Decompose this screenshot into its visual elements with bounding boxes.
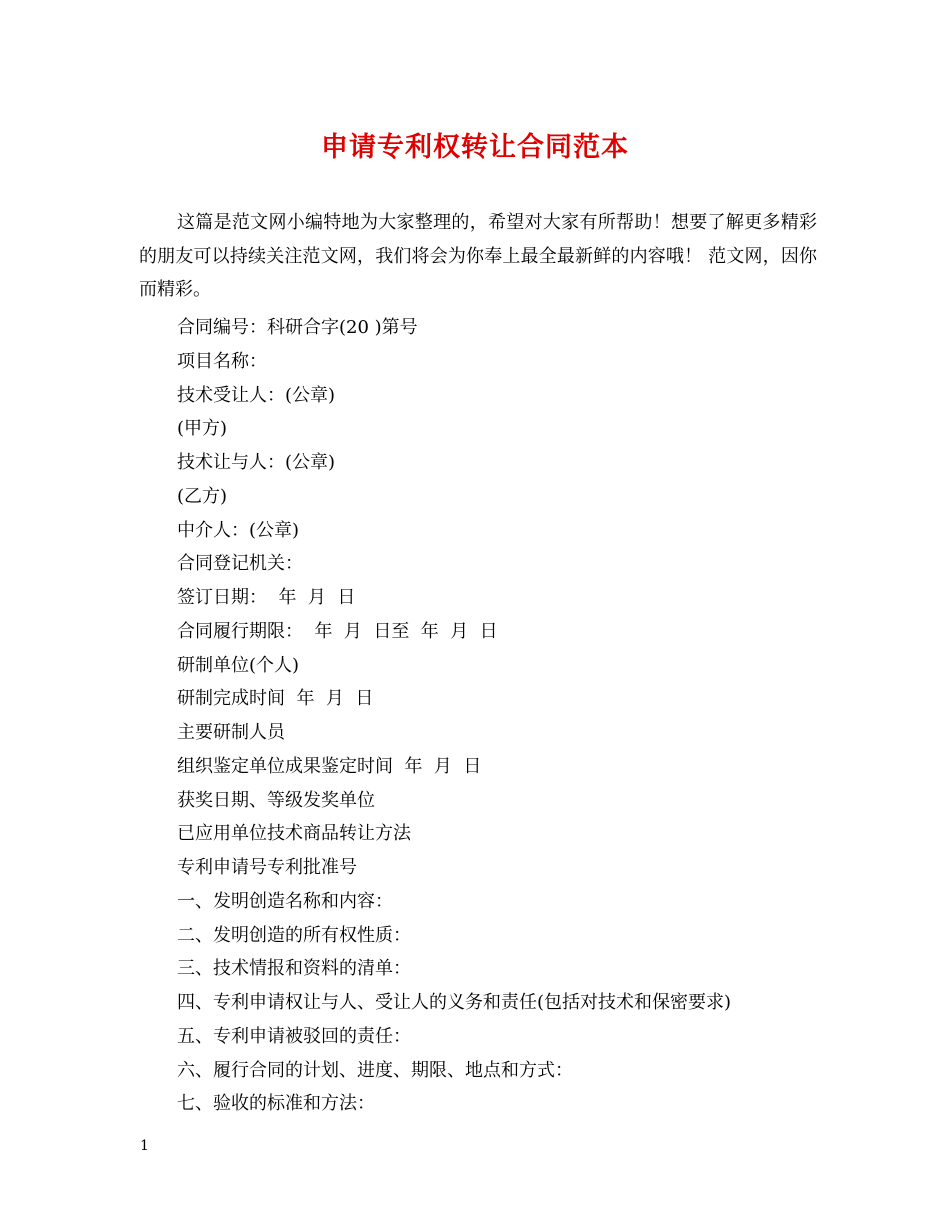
contract-line: 主要研制人员 <box>177 722 285 743</box>
intro-paragraph: 这篇是范文网小编特地为大家整理的，希望对大家有所帮助！想要了解更多精彩的朋友可以持续关注范文网，我们将会为你奉上最全最新鲜的内容哦！ 范文网，因你而精彩。 <box>139 212 817 300</box>
contract-lines <box>177 311 837 1121</box>
contract-line: 技术受让人：(公章) <box>177 384 336 406</box>
contract-line: 专利申请号专利批准号 <box>177 857 357 878</box>
contract-line: 二、发明创造的所有权性质： <box>177 924 411 946</box>
contract-line: 研制单位(个人) <box>177 654 300 676</box>
contract-line: 一、发明创造名称和内容： <box>177 890 393 912</box>
page-number: 1 <box>140 1138 149 1154</box>
contract-line: 合同履行期限： 年 月 日至 年 月 日 <box>177 620 498 642</box>
contract-line: 五、专利申请被驳回的责任： <box>177 1025 411 1047</box>
contract-line: 获奖日期、等级发奖单位 <box>177 789 375 811</box>
contract-line: 四、专利申请权让与人、受让人的义务和责任(包括对技术和保密要求) <box>177 992 732 1013</box>
contract-line: 中介人：(公章) <box>177 519 300 541</box>
contract-line: 签订日期： 年 月 日 <box>177 587 356 608</box>
contract-line: 七、验收的标准和方法： <box>177 1093 375 1115</box>
contract-line: (甲方) <box>177 418 228 440</box>
contract-line: 技术让与人：(公章) <box>177 452 336 473</box>
document-title: 申请专利权转让合同范本 <box>321 132 629 163</box>
contract-line: 组织鉴定单位成果鉴定时间 年 月 日 <box>177 755 482 777</box>
contract-line: 六、履行合同的计划、进度、期限、地点和方式： <box>177 1059 573 1081</box>
contract-line: 合同登记机关： <box>177 553 303 575</box>
contract-line: 合同编号：科研合字(20 )第号 <box>177 317 418 338</box>
contract-line: 项目名称： <box>177 350 267 372</box>
contract-line: (乙方) <box>177 485 228 507</box>
contract-line: 已应用单位技术商品转让方法 <box>177 823 411 845</box>
contract-line: 三、技术情报和资料的清单： <box>177 958 411 980</box>
contract-line: 研制完成时间 年 月 日 <box>177 688 374 710</box>
